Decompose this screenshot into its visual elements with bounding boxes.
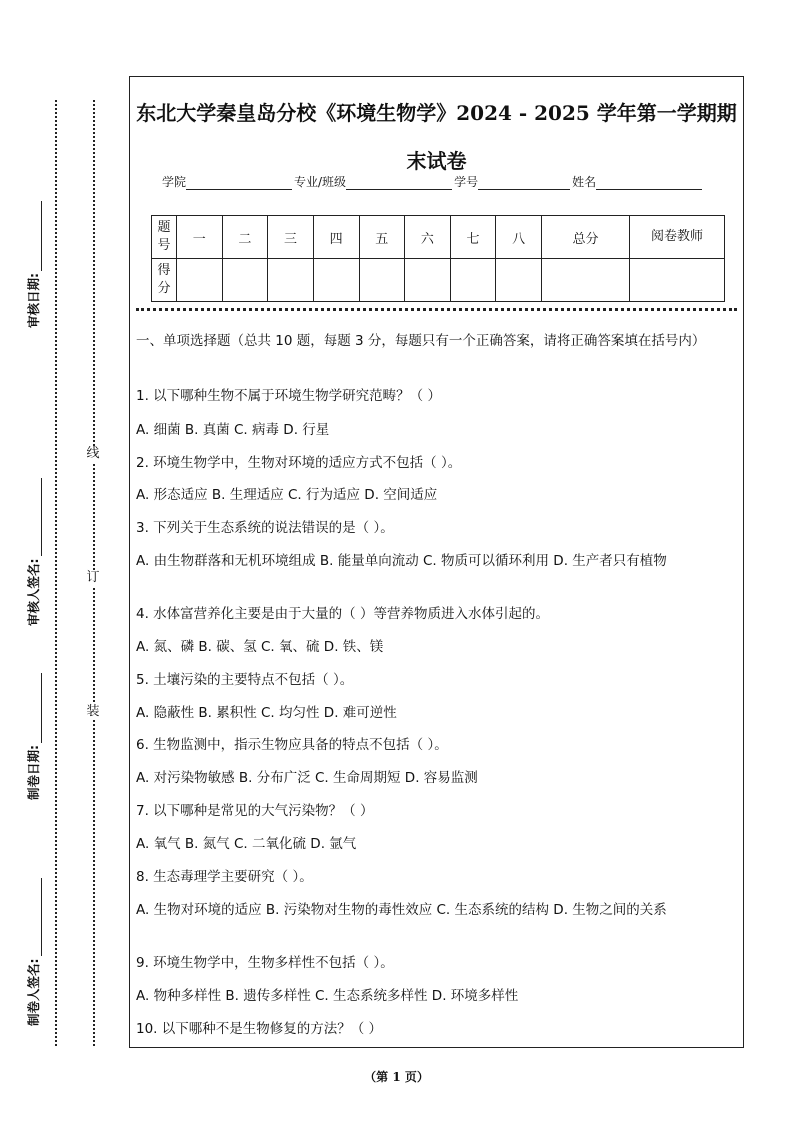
exam-title-line1: 东北大学秦皇岛分校《环境生物学》2024 - 2025 学年第一学期期 <box>136 101 737 125</box>
student-id-label: 学号 <box>454 175 479 189</box>
exam-title <box>130 89 743 185</box>
page-number: （第 1 页） <box>364 1070 429 1084</box>
paper-maker-signature-label: 制卷人签名: <box>26 958 41 1026</box>
binding-mark-ding: 订 <box>86 570 100 585</box>
name-label: 姓名 <box>572 175 597 189</box>
student-info-row <box>162 173 704 190</box>
col-5: 五 <box>359 216 405 259</box>
question-2: 2. 环境生物学中，生物对环境的适应方式不包括（ ）。 <box>136 455 462 471</box>
question-number-label: 题号 <box>152 216 177 259</box>
score-cell-7[interactable] <box>450 259 496 302</box>
reviewer-signature-label: 审核人签名: <box>26 558 41 626</box>
score-cell-5[interactable] <box>359 259 405 302</box>
score-table <box>151 215 725 302</box>
col-grader: 阅卷教师 <box>630 216 725 259</box>
col-4: 四 <box>313 216 359 259</box>
question-10: 10. 以下哪种不是生物修复的方法？（ ） <box>136 1021 383 1037</box>
review-date-field <box>26 188 42 328</box>
binding-mark-zhuang: 装 <box>86 704 100 719</box>
exam-frame <box>129 76 744 1048</box>
question-9: 9. 环境生物学中，生物多样性不包括（ ）。 <box>136 955 394 971</box>
question-5: 5. 土壤污染的主要特点不包括（ ）。 <box>136 672 354 688</box>
question-6: 6. 生物监测中，指示生物应具备的特点不包括（ ）。 <box>136 737 448 753</box>
name-blank[interactable] <box>596 177 702 190</box>
answer-options-3: A. 由生物群落和无机环境组成 B. 能量单向流动 C. 物质可以循环利用 D. 生产者只有植物 <box>136 553 667 569</box>
col-3: 三 <box>268 216 314 259</box>
answer-options-7: A. 氧气 B. 氮气 C. 二氧化硫 D. 氩气 <box>136 836 357 852</box>
answer-options-6: A. 对污染物敏感 B. 分布广泛 C. 生命周期短 D. 容易监测 <box>136 770 478 786</box>
dotted-separator <box>136 308 737 311</box>
student-id-blank[interactable] <box>478 177 570 190</box>
score-cell-1[interactable] <box>177 259 223 302</box>
major-class-blank[interactable] <box>346 177 452 190</box>
binding-mark-xian: 线 <box>86 446 100 461</box>
score-cell-8[interactable] <box>496 259 542 302</box>
score-cell-4[interactable] <box>313 259 359 302</box>
review-date-label: 审核日期: <box>26 273 41 328</box>
question-4: 4. 水体富营养化主要是由于大量的（ ）等营养物质进入水体引起的。 <box>136 606 549 622</box>
col-6: 六 <box>405 216 451 259</box>
score-cell-total[interactable] <box>542 259 630 302</box>
answer-options-8: A. 生物对环境的适应 B. 污染物对生物的毒性效应 C. 生态系统的结构 D. 生物之间的关系 <box>136 902 667 918</box>
question-7: 7. 以下哪种是常见的大气污染物？（ ） <box>136 803 374 819</box>
question-3: 3. 下列关于生态系统的说法错误的是（ ）。 <box>136 520 394 536</box>
paper-date-label: 制卷日期: <box>26 745 41 800</box>
answer-options-1: A. 细菌 B. 真菌 C. 病毒 D. 行星 <box>136 422 330 438</box>
section-1-heading: 一、单项选择题（总共 10 题，每题 3 分，每题只有一个正确答案，请将正确答案填在括号内） <box>136 333 706 349</box>
col-total: 总分 <box>542 216 630 259</box>
exam-title-line2: 末试卷 <box>406 149 467 173</box>
major-class-label: 专业/班级 <box>294 175 347 189</box>
score-label: 得分 <box>152 259 177 302</box>
score-table-header-row <box>152 216 725 259</box>
score-cell-2[interactable] <box>222 259 268 302</box>
college-label: 学院 <box>162 175 187 189</box>
col-7: 七 <box>450 216 496 259</box>
paper-date-field <box>26 660 42 800</box>
score-cell-grader[interactable] <box>630 259 725 302</box>
question-1: 1. 以下哪种生物不属于环境生物学研究范畴？（ ） <box>136 388 441 404</box>
answer-options-2: A. 形态适应 B. 生理适应 C. 行为适应 D. 空间适应 <box>136 487 438 503</box>
question-8: 8. 生态毒理学主要研究（ ）。 <box>136 869 313 885</box>
col-2: 二 <box>222 216 268 259</box>
answer-options-9: A. 物种多样性 B. 遗传多样性 C. 生态系统多样性 D. 环境多样性 <box>136 988 519 1004</box>
paper-maker-signature-field <box>26 866 42 1026</box>
answer-options-5: A. 隐蔽性 B. 累积性 C. 均匀性 D. 难可逆性 <box>136 705 397 721</box>
score-table-score-row <box>152 259 725 302</box>
reviewer-signature-field <box>26 466 42 626</box>
col-8: 八 <box>496 216 542 259</box>
col-1: 一 <box>177 216 223 259</box>
answer-options-4: A. 氮、磷 B. 碳、氢 C. 氧、硫 D. 铁、镁 <box>136 639 384 655</box>
score-cell-6[interactable] <box>405 259 451 302</box>
college-blank[interactable] <box>186 177 292 190</box>
score-cell-3[interactable] <box>268 259 314 302</box>
